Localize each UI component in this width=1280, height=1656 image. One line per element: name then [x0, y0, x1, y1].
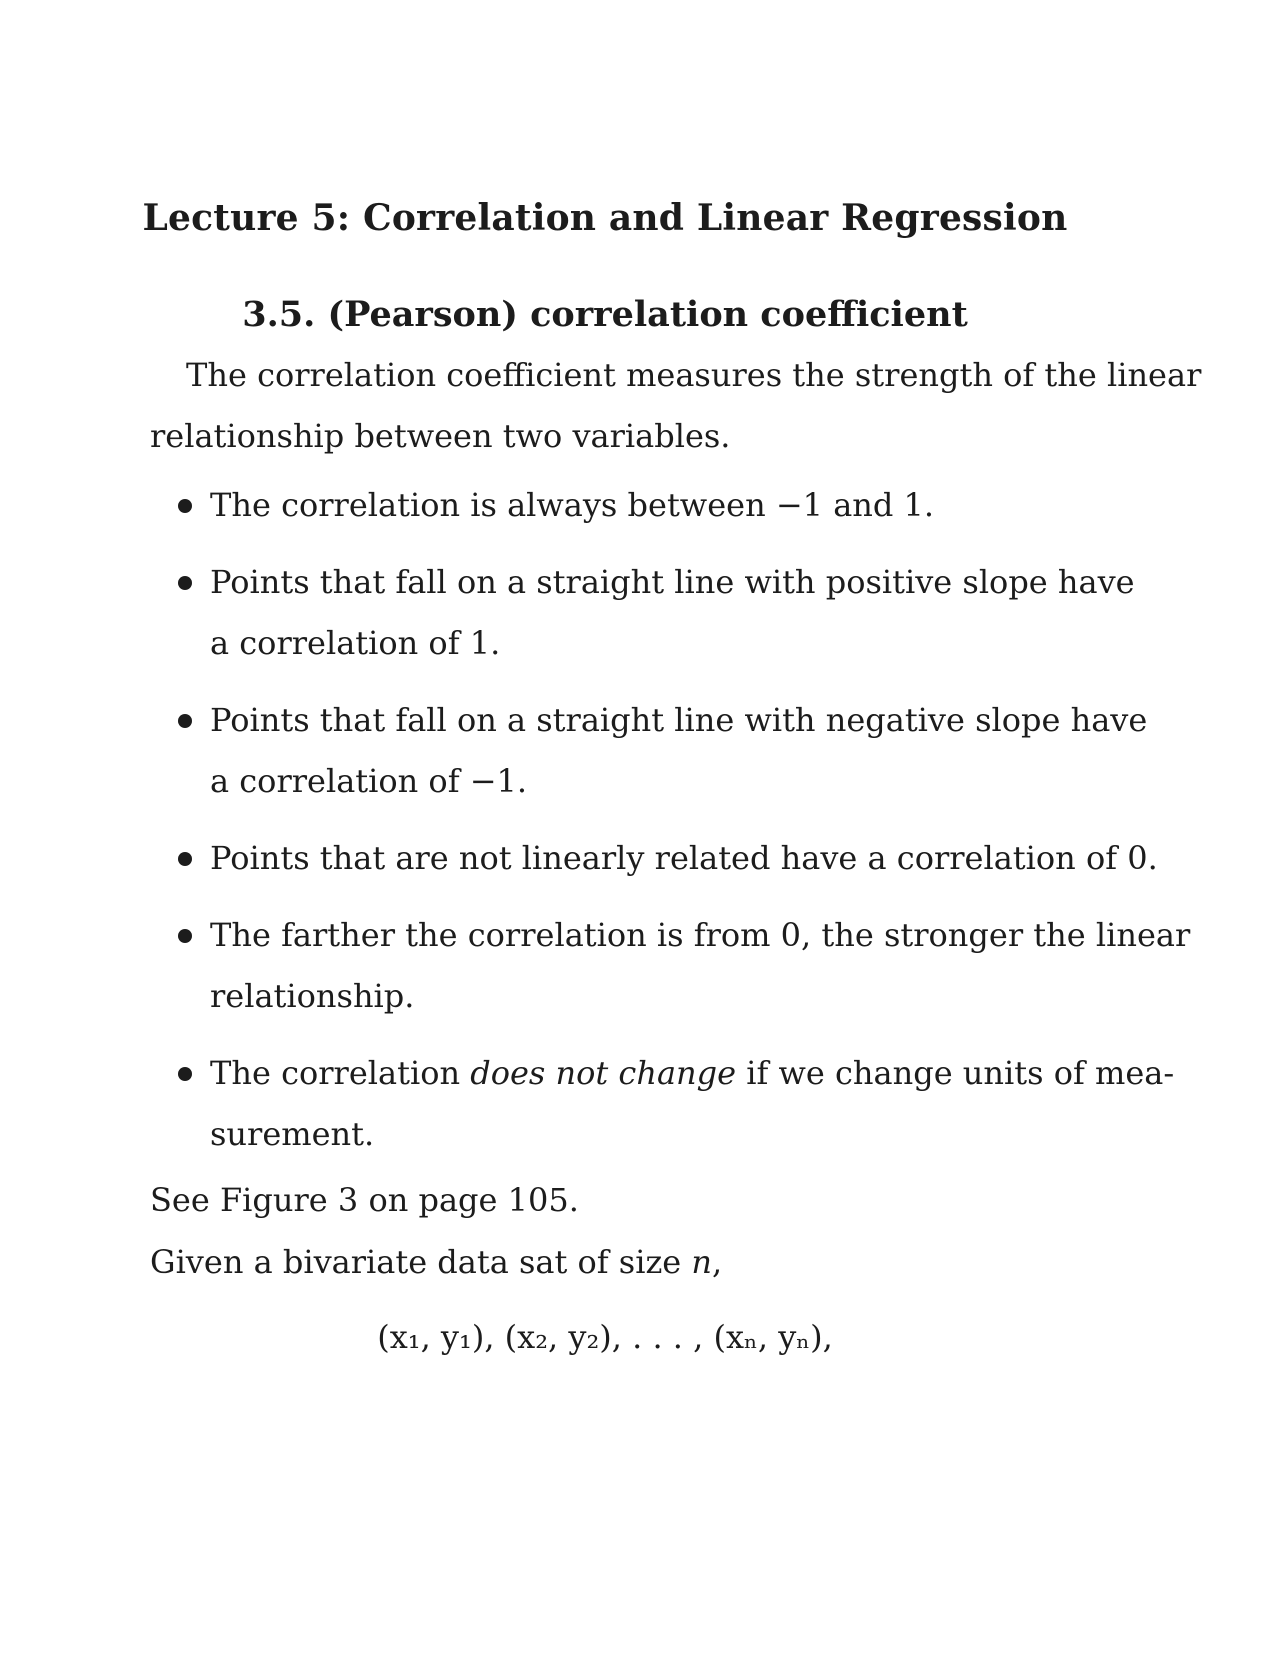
- lecture-title: Lecture 5: Correlation and Linear Regression: [142, 197, 1068, 239]
- given-punct: ,: [712, 1243, 723, 1281]
- bullet-1-line-1: The correlation is always between −1 and 1.: [210, 486, 935, 524]
- given-text: Given a bivariate data sat of size: [150, 1243, 692, 1281]
- bullet-dot: [178, 576, 192, 590]
- bullet-2-line-2: a correlation of 1.: [210, 624, 501, 662]
- figure-reference: See Figure 3 on page 105.: [150, 1181, 579, 1219]
- bullet-5-line-2: relationship.: [210, 977, 415, 1015]
- size-variable: n: [691, 1243, 713, 1281]
- bullet-6-emphasis: does not change: [470, 1054, 737, 1092]
- data-pairs-formula: (x₁, y₁), (x₂, y₂), . . . , (xₙ, yₙ),: [377, 1318, 833, 1356]
- bullet-dot: [178, 499, 192, 513]
- bullet-3-line-2: a correlation of −1.: [210, 762, 528, 800]
- bullet-dot: [178, 929, 192, 943]
- section-title: 3.5. (Pearson) correlation coefficient: [242, 294, 968, 335]
- intro-line-1: The correlation coefficient measures the strength of the linear: [186, 356, 1202, 394]
- bullet-6-text-post: if we change units of mea-: [736, 1054, 1175, 1092]
- bullet-3-line-1: Points that fall on a straight line with negative slope have: [210, 701, 1148, 739]
- bullet-6-text-pre: The correlation: [210, 1054, 471, 1092]
- bullet-2-line-1: Points that fall on a straight line with positive slope have: [210, 563, 1135, 601]
- bullet-dot: [178, 852, 192, 866]
- bullet-6-line-2: surement.: [210, 1115, 375, 1153]
- given-statement: [150, 1243, 722, 1281]
- intro-line-2: relationship between two variables.: [150, 417, 731, 455]
- bullet-6-line-1: [210, 1054, 1175, 1092]
- bullet-5-line-1: The farther the correlation is from 0, the stronger the linear: [210, 916, 1191, 954]
- bullet-4-line-1: Points that are not linearly related have a correlation of 0.: [210, 839, 1158, 877]
- bullet-dot: [178, 1067, 192, 1081]
- bullet-dot: [178, 714, 192, 728]
